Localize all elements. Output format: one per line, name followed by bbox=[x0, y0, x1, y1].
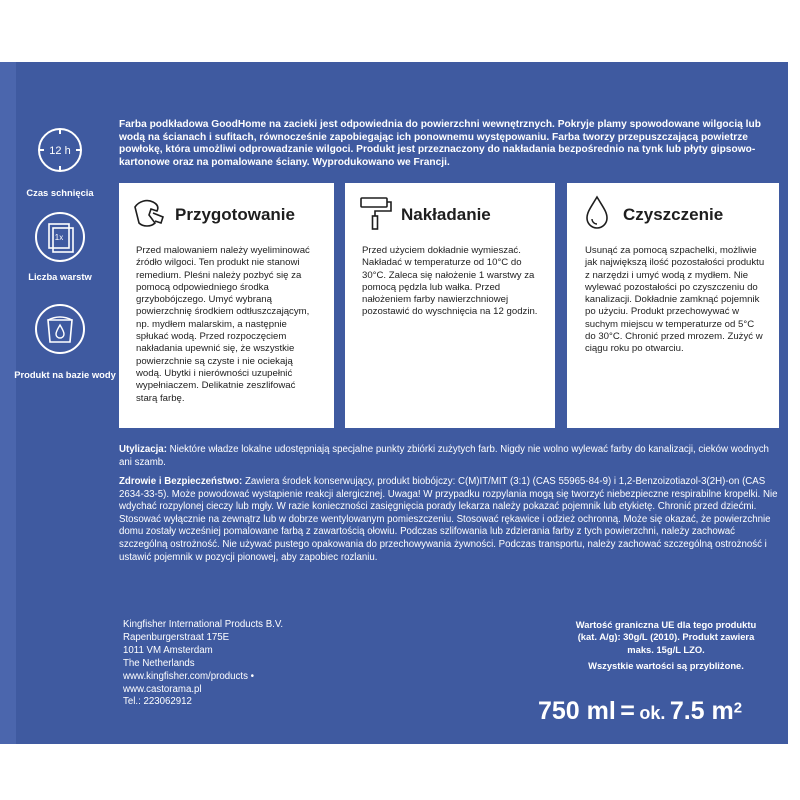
disposal-text: Niektóre władze lokalne udostępniają specjalne punkty zbiórki zużytych farb. Nigdy nie wolno wylewać farby do kanalizacji, cieków wodnych ani szamb. bbox=[119, 444, 769, 468]
water-based-label: Produkt na bazie wody bbox=[14, 369, 116, 380]
water-drop-icon bbox=[577, 193, 617, 233]
preparation-title: Przygotowanie bbox=[175, 205, 295, 224]
label-edge bbox=[0, 62, 16, 744]
coats-value: 1x bbox=[54, 233, 64, 242]
paint-roller-icon bbox=[355, 193, 395, 233]
address-line: Kingfisher International Products B.V. bbox=[123, 619, 284, 630]
cleaning-title: Czyszczenie bbox=[623, 205, 724, 224]
layers-icon bbox=[34, 210, 86, 265]
address-line: The Netherlands bbox=[123, 657, 195, 669]
card-application bbox=[345, 183, 555, 428]
dry-time-label: Czas schnięcia bbox=[26, 187, 94, 198]
application-text: Przed użyciem dokładnie wymieszać. Nakładać w temperaturze od 10°C do 30°C. Zaleca się nałożenie 1 warstwy za pomocą pędzla lub wałka. Przed nałożeniem farby nawierzchniowej pozostawić do wyschnięcia na 12 godzin. bbox=[362, 245, 538, 318]
card-preparation bbox=[119, 183, 334, 428]
coats-label: Liczba warstw bbox=[28, 271, 92, 282]
volume-amount: 750 ml bbox=[538, 697, 616, 725]
clock-icon bbox=[35, 125, 85, 175]
disposal-section bbox=[119, 444, 784, 469]
equals-sign: = bbox=[620, 697, 635, 725]
preparation-text: Przed malowaniem należy wyeliminować źródło wilgoci. Ten produkt nie stanowi remedium. Pleśni należy pozbyć się za pomocą odpowiedniego środka grzybobójczego. Umyć wybraną powierzchnię środkiem odtłuszczającym, np. mydłem malarskim, a następnie spłukać wodą. Przed rozpoczęciem nakładania upewnić się, że wszystkie powierzchnie są czyste i nie ociekają wodą. Ubytki i nierówności uzupełnić wypełniaczem. Delikatnie zeszlifować starą farbę. bbox=[136, 245, 310, 404]
water-can-icon bbox=[34, 302, 86, 356]
disposal-label: Utylizacja: bbox=[119, 444, 167, 455]
safety-section bbox=[119, 476, 784, 564]
cloth-hand-icon bbox=[129, 193, 169, 233]
address-line: Rapenburgerstraat 175E bbox=[123, 631, 230, 643]
coverage-amount: 7.5 m bbox=[669, 697, 734, 725]
approximation-note: Wszystkie wartości są przybliżone. bbox=[588, 660, 744, 672]
product-description: Farba podkładowa GoodHome na zacieki jest odpowiednia do powierzchni wewnętrznych. Pokryje plamy spowodowane wilgocią lub wodą na ścianach i sufitach, równocześnie zapobiegając ich ponownemu występowaniu. Farba tworzy przepuszczającą powietrze powłokę, która umożliwi odprowadzanie wilgoci. Produkt jest przeznaczony do nakładania bezpośrednio na tynk lub płyty gipsowo-kartonowe oraz na pomalowane ściany. Wyprodukowano we Francji. bbox=[119, 119, 761, 168]
approx-label: ok. bbox=[639, 703, 666, 723]
application-title: Nakładanie bbox=[401, 205, 491, 224]
card-cleaning bbox=[567, 183, 779, 428]
address-line: Tel.: 223062912 bbox=[123, 696, 192, 708]
safety-text: Zawiera środek konserwujący, produkt biobójczy: C(M)IT/MIT (3:1) (CAS 55965-84-9) i 1,2-Benzoizotiazol-3(2H)-on (CAS 2634-33-5). Może powodować wystąpienie reakcji alergicznej. Uwaga! W przypadku rozpylania mogą się tworzyć niebezpieczne respirabilne kropelki. Nie wdychać rozpylonej cieczy lub mgły. W razie konieczności zasięgnięcia porady lekarza należy pokazać pojemnik lub etykietę. Chronić przed dziećmi. Stosować wyłącznie na zewnątrz lub w dobrze wentylowanym pomieszczeniu. Stosować rękawice i odzież ochronną. Może się okazać, że powierzchnie domu zostały wcześniej pomalowane farbą z zawartością ołowiu. Podczas szlifowania lub zdzierania farby z tych powierzchni, należy zachować szczególną ostrożność. Nie używać pustego opakowania do przechowywania żywności. Podczas transportu, należy zachować szczególną ostrożność i ustawić pojemnik w pozycji pionowej, aby zapobiec rozlaniu. bbox=[119, 476, 778, 563]
safety-label: Zdrowie i Bezpieczeństwo: bbox=[119, 476, 243, 487]
cleaning-text: Usunąć za pomocą szpachelki, możliwie jak największą ilość pozostałości produktu z narzędzi i umyć wodą z mydłem. Nie wylewać pozostałości po czyszczeniu do kanalizacji. Dokładnie zamknąć pojemnik po użyciu. Produkt przechowywać w suchym miejscu w temperaturze od 5°C do 30°C. Chronić przed mrozem. Zużyć w ciągu roku po otwarciu. bbox=[585, 245, 765, 355]
voc-limits bbox=[566, 619, 766, 673]
unit-power: 2 bbox=[733, 699, 743, 717]
address-line: www.kingfisher.com/products • bbox=[123, 670, 254, 682]
dry-time-value: 12 h bbox=[49, 145, 71, 157]
address-line: 1011 VM Amsterdam bbox=[123, 644, 213, 656]
volume-coverage bbox=[538, 697, 742, 726]
address-line: www.castorama.pl bbox=[123, 683, 202, 695]
manufacturer-address bbox=[123, 619, 283, 709]
voc-limit-text: Wartość graniczna UE dla tego produktu (kat. A/g): 30g/L (2010). Produkt zawiera maks. 15g/L LZO. bbox=[575, 619, 757, 655]
